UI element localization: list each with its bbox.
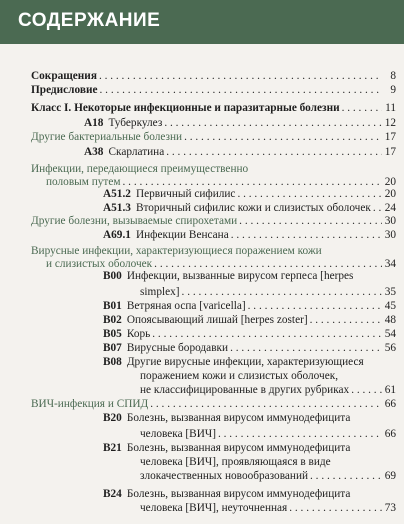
toc-code: B24 <box>103 488 122 500</box>
page-number: 45 <box>384 300 396 312</box>
toc-title: simplex] <box>140 286 180 298</box>
page-number: 56 <box>384 342 396 354</box>
toc-entry <box>103 442 396 455</box>
toc-entry <box>31 70 396 83</box>
toc-code: B07 <box>103 342 122 354</box>
dot-leader <box>342 102 382 115</box>
toc-code: B02 <box>103 314 122 326</box>
toc-entry <box>103 488 396 501</box>
dot-leader <box>239 215 382 228</box>
toc-entry <box>84 117 396 130</box>
dot-leader <box>230 342 382 355</box>
page-number: 48 <box>384 314 396 326</box>
dot-leader <box>310 470 382 483</box>
toc-entry <box>84 146 396 159</box>
page-number: 30 <box>384 229 396 241</box>
toc-entry <box>103 229 396 242</box>
toc-title: Другие болезни, вызываемые спирохетами <box>31 215 238 227</box>
dot-leader <box>310 314 382 327</box>
page-number: 9 <box>390 84 396 96</box>
toc-title: Болезнь, вызванная вирусом иммунодефицита <box>126 488 351 500</box>
page-number: 20 <box>384 188 396 200</box>
toc-title: поражением кожи и слизистых оболочек, <box>140 370 339 382</box>
page-number: 54 <box>384 328 396 340</box>
toc-code: B05 <box>103 328 122 340</box>
dot-leader <box>150 398 382 411</box>
page-number: 20 <box>384 176 396 188</box>
toc-code: B01 <box>103 300 122 312</box>
toc-title: Болезнь, вызванная вирусом иммунодефицита <box>126 412 351 424</box>
toc-title: Предисловие <box>31 84 98 96</box>
toc-title: Вирусные бородавки <box>126 342 229 354</box>
toc-code: B08 <box>103 356 122 368</box>
page-number: 34 <box>384 258 396 270</box>
toc-entry <box>31 131 396 144</box>
page-number: 35 <box>384 286 396 298</box>
toc-entry <box>103 188 396 201</box>
dot-leader <box>351 384 382 397</box>
toc-entry <box>103 270 396 283</box>
page-number: 61 <box>384 384 396 396</box>
page-number: 24 <box>384 202 396 214</box>
toc-code: A69.1 <box>103 229 131 241</box>
toc-entry <box>31 102 396 115</box>
page-number: 17 <box>384 131 396 143</box>
dot-leader <box>182 286 382 299</box>
dot-leader <box>218 428 382 441</box>
page-number: 30 <box>384 215 396 227</box>
dot-leader <box>152 328 382 341</box>
page-number: 11 <box>385 102 396 114</box>
toc-entry <box>31 215 396 228</box>
toc-title: Болезнь, вызванная вирусом иммунодефицита <box>126 442 351 454</box>
dot-leader <box>231 229 382 242</box>
toc-code: A18 <box>84 117 104 129</box>
page-number: 69 <box>384 470 396 482</box>
dot-leader <box>99 70 382 83</box>
toc-title: не классифицированные в других рубриках <box>140 384 350 396</box>
toc-entry <box>31 398 396 411</box>
toc-code: A51.3 <box>103 202 131 214</box>
toc-title: половым путем <box>46 176 121 188</box>
toc-title: Класс I. Некоторые инфекционные и паразитарные болезни <box>31 102 340 114</box>
page-number: 12 <box>384 117 396 129</box>
toc-title: ВИЧ-инфекция и СПИД <box>31 398 149 410</box>
toc-title: Другие бактериальные болезни <box>31 131 183 143</box>
page-title: СОДЕРЖАНИЕ <box>18 10 161 31</box>
toc-title: Корь <box>126 328 151 340</box>
dot-leader <box>164 117 382 130</box>
toc-title: Первичный сифилис <box>135 188 236 200</box>
toc-entry <box>140 470 396 483</box>
toc-title: и слизистых оболочек <box>46 258 153 270</box>
dot-leader <box>373 202 382 215</box>
toc-title: Другие вирусные инфекции, характеризующиеся <box>126 356 364 368</box>
toc-title: человека [ВИЧ], неуточненная <box>140 502 288 514</box>
toc-title: человека [ВИЧ], проявляющаяся в виде <box>140 456 331 468</box>
toc-title: Ветряная оспа [varicella] <box>126 300 246 312</box>
toc-code: B21 <box>103 442 122 454</box>
dot-leader <box>289 502 382 515</box>
toc-entry <box>103 202 396 215</box>
toc-title: Скарлатина <box>108 146 165 158</box>
toc-title: Сокращения <box>31 70 97 82</box>
toc-entry <box>103 412 396 425</box>
toc-entry <box>140 370 396 383</box>
toc-entry <box>140 286 396 299</box>
toc-title: Вирусные инфекции, характеризующиеся поражением кожи <box>31 245 322 257</box>
toc-entry <box>140 456 396 469</box>
dot-leader <box>237 188 382 201</box>
toc-title: Опоясывающий лишай [herpes zoster] <box>126 314 308 326</box>
toc-code: B00 <box>103 270 122 282</box>
toc-code: A38 <box>84 146 104 158</box>
toc-entry <box>103 342 396 355</box>
toc-title: Вторичный сифилис кожи и слизистых оболочек <box>135 202 371 214</box>
toc-entry <box>140 502 396 515</box>
toc-entry <box>140 384 396 397</box>
dot-leader <box>248 300 382 313</box>
toc-entry <box>31 245 396 258</box>
dot-leader <box>166 146 382 159</box>
page-number: 66 <box>384 398 396 410</box>
toc-title: Инфекции Венсана <box>135 229 229 241</box>
toc-entry <box>140 428 396 441</box>
toc-title: злокачественных новообразований <box>140 470 309 482</box>
page-number: 8 <box>390 70 396 82</box>
toc-title: Туберкулез <box>108 117 163 129</box>
toc-title: Инфекции, вызванные вирусом герпеса [herpes <box>126 270 354 282</box>
dot-leader <box>100 84 382 97</box>
page-number: 66 <box>384 428 396 440</box>
toc-entry <box>103 328 396 341</box>
page-number: 73 <box>384 502 396 514</box>
toc-code: B20 <box>103 412 122 424</box>
toc-entry <box>31 163 396 176</box>
page-number: 17 <box>384 146 396 158</box>
toc-entry <box>103 356 396 369</box>
toc-title: Инфекции, передающиеся преимущественно <box>31 163 249 175</box>
toc-title: человека [ВИЧ] <box>140 428 216 440</box>
toc-entry <box>31 84 396 97</box>
dot-leader <box>184 131 382 144</box>
toc-code: A51.2 <box>103 188 131 200</box>
toc-entry <box>103 314 396 327</box>
toc-entry <box>103 300 396 313</box>
